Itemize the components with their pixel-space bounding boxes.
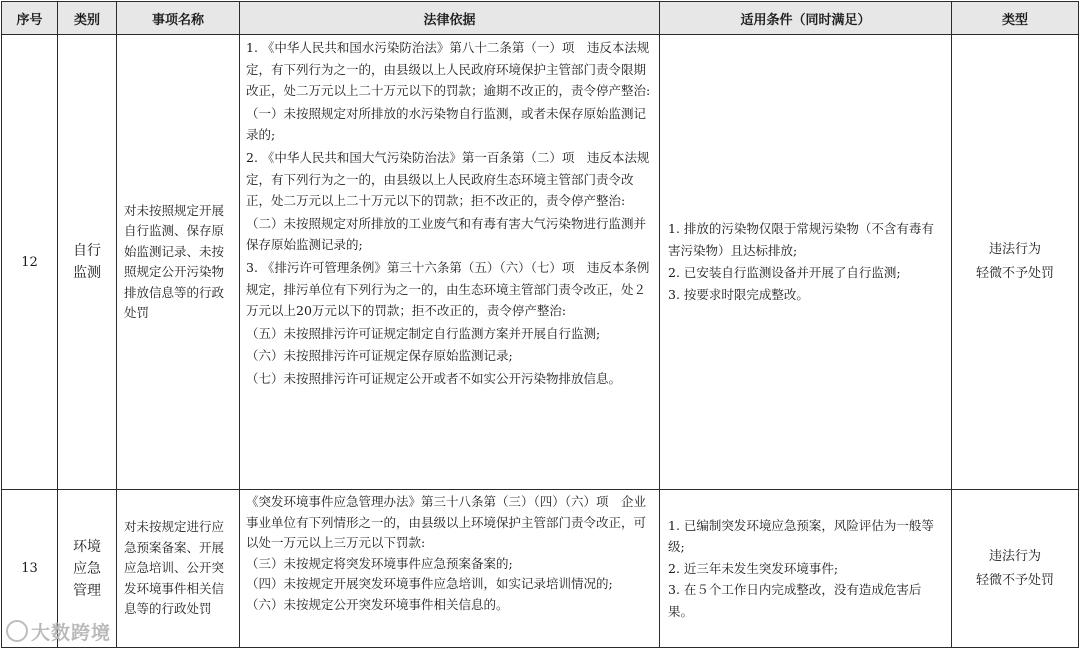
type-line: 违法行为: [988, 548, 1041, 564]
header-item-name: 事项名称: [117, 2, 240, 35]
category-line: 环境: [73, 538, 101, 555]
law-item: （四）未按规定开展突发环境事件应急培训，如实记录培训情况的;: [246, 576, 613, 591]
law-paragraph: 3. 《排污许可管理条例》第三十六条第（五）（六）（七）项 违反本条例规定，排污单位有下列行为之一的，由生态环境主管部门责令改正，处２万元以上20万元以下的罚款；拒不改正的，责令停产整治:: [246, 259, 650, 319]
header-category: 类别: [58, 2, 117, 35]
law-item: （二）未按照规定对所排放的工业废气和有毒有害大气污染物进行监测并保存原始监测记录的;: [246, 215, 647, 253]
category-line: 管理: [73, 582, 101, 599]
header-row: [2, 2, 1079, 35]
type-line: 轻微不予处罚: [975, 572, 1054, 588]
row-item-name: 对未按规定进行应急预案备案、开展应急培训、公开突发环境事件相关信息等的行政处罚: [117, 490, 240, 648]
header-legal-basis: 法律依据: [240, 2, 660, 35]
law-paragraph: 2. 《中华人民共和国大气污染防治法》第一百条第（二）项 违反本法规定，有下列行为之一的，由县级以上人民政府生态环境主管部门责令改正，处二万元以上二十万元以下的罚款；拒不改正的，责令停产整治:: [246, 149, 650, 209]
row-conditions: [660, 35, 952, 490]
watermark-text: 大数跨境: [31, 622, 112, 644]
law-item: （五）未按照排污许可证规定制定自行监测方案并开展自行监测;: [246, 325, 601, 341]
header-num: 序号: [2, 2, 58, 35]
condition-item: 3. 按要求时限完成整改。: [668, 287, 809, 302]
row-number: 12: [2, 35, 58, 490]
row-category: [58, 490, 117, 648]
type-line: 违法行为: [988, 242, 1041, 257]
row-type: [952, 35, 1079, 490]
type-line: 轻微不予处罚: [975, 266, 1054, 281]
header-type: 类型: [952, 2, 1079, 35]
law-item: （六）未按照排污许可证规定保存原始监测记录;: [246, 348, 513, 364]
condition-item: 1. 排放的污染物仅限于常规污染物（不含有毒有害污染物）且达标排放;: [668, 221, 934, 258]
table-row: [2, 35, 1079, 490]
law-item: （三）未按规定将突发环境事件应急预案备案的;: [246, 555, 513, 571]
row-type: [952, 490, 1079, 648]
law-item: （一）未按照规定对所排放的水污染物自行监测，或者未保存原始监测记录的;: [246, 105, 647, 143]
category-line: 应急: [73, 560, 101, 577]
condition-item: 3. 在５个工作日内完成整改，没有造成危害后果。: [668, 582, 922, 619]
row-category: [58, 35, 117, 490]
condition-item: 2. 近三年未发生突发环境事件;: [668, 560, 839, 576]
row-legal-basis: [240, 35, 660, 490]
law-item: （六）未按规定公开突发环境事件相关信息的。: [246, 596, 509, 612]
category-line: 监测: [73, 265, 101, 281]
row-item-name: 对未按照规定开展自行监测、保存原始监测记录、未按照规定公开污染物排放信息等的行政处罚: [117, 35, 240, 490]
law-paragraph: 1. 《中华人民共和国水污染防治法》第八十二条第（一）项 违反本法规定，有下列行为之一的，由县级以上人民政府环境保护主管部门责令限期改正，处二万元以上二十万元以下的罚款；逾期不改正的，责令停产整治:: [246, 40, 651, 99]
category-line: 自行: [73, 243, 101, 259]
condition-item: 2. 已安装自行监测设备并开展了自行监测;: [668, 265, 901, 280]
header-conditions: 适用条件（同时满足）: [660, 2, 952, 35]
penalty-table: [1, 1, 1079, 648]
law-item: （七）未按照排污许可证规定公开或者不如实公开污染物排放信息。: [246, 370, 622, 386]
row-number: 13: [2, 490, 58, 648]
table-row: [2, 490, 1079, 648]
row-conditions: [660, 490, 952, 648]
condition-item: 1. 已编制突发环境应急预案，风险评估为一般等级;: [668, 517, 934, 555]
row-legal-basis: [240, 490, 660, 648]
law-paragraph: 《突发环境事件应急管理办法》第三十八条第（三）（四）（六）项 企业事业单位有下列情形之一的，由县级以上环境保护主管部门责令改正，可以处一万元以上三万元以下罚款:: [246, 494, 647, 550]
